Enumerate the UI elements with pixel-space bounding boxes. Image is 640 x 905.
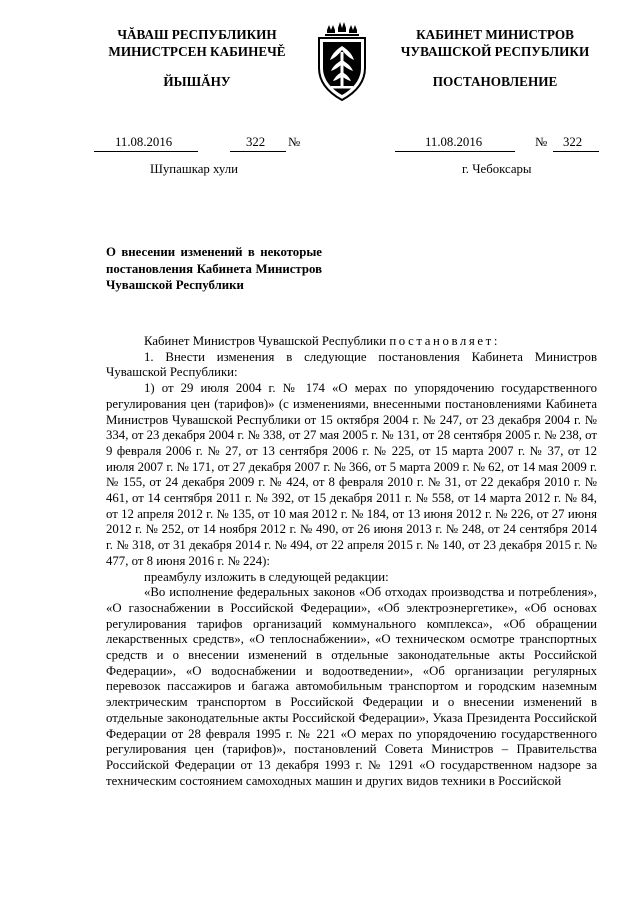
header-right-line1: КАБИНЕТ МИНИСТРОВ [416, 27, 574, 42]
intro-paragraph [106, 334, 597, 350]
header-right-doc-type: ПОСТАНОВЛЕНИЕ [432, 74, 558, 89]
registration-left-date: 11.08.2016 [115, 135, 173, 149]
paragraph-1: 1. Внести изменения в следующие постановления Кабинета Министров Чувашской Республики: [106, 349, 597, 380]
paragraph-3: преамбулу изложить в следующей редакции: [144, 569, 389, 584]
registration-right-number: 322 [563, 135, 583, 149]
intro-prefix: Кабинет Министров Чувашской Республики [144, 334, 390, 348]
header-right [392, 26, 598, 90]
registration-right-no-sign: № [535, 135, 548, 149]
header-left-line2: МИНИСТРСЕН КАБИНЕЧĚ [108, 44, 286, 59]
place-left: Шупашкар хули [150, 162, 238, 176]
document-body [106, 334, 597, 789]
registration-right [395, 135, 599, 152]
header-left [94, 26, 300, 90]
document-title: О внесении изменений в некоторые постановления Кабинета Министров Чувашской Республики [106, 245, 322, 292]
registration-left [94, 135, 308, 152]
registration-right-date: 11.08.2016 [425, 135, 483, 149]
header-left-line1: ЧĂВАШ РЕСПУБЛИКИН [117, 27, 277, 42]
paragraph-4: «Во исполнение федеральных законов «Об отходах производства и потребления», «О газоснабжении в Российской Федерации», «Об электроэнергетике», «Об основах регулирования тарифов организаций коммунального комплекса», «Об обращении лекарственных средств», «О теплоснабжении», «О техническом осмотре транспортных средств и о внесении изменений в отдельные законодательные акты Российской Федерации», «О водоснабжении и водоотведении», «Об организации регулярных перевозок пассажиров и багажа автомобильным транспортом и городским наземным электрическим транспортом в Российской Федерации и о внесении изменений в отдельные законодательные акты Российской Федерации», Указа Президента Российской Федерации от 28 февраля 1995 г. № 221 «О мерах по упорядочению государственного регулирования цен (тарифов)», постановлений Совета Министров – Правительства Российской Федерации от 13 декабря 1993 г. № 1291 «О государственном надзоре за техническим состоянием самоходных машин и других видов техники в Российской [106, 585, 597, 788]
registration-left-number: 322 [246, 135, 266, 149]
place-right: г. Чебоксары [462, 162, 532, 176]
chuvash-coat-of-arms-icon [313, 20, 371, 104]
registration-left-no-sign: № [288, 135, 301, 149]
header-left-doc-type: ЙЫШĂНУ [163, 74, 231, 89]
header-right-line2: ЧУВАШСКОЙ РЕСПУБЛИКИ [400, 44, 590, 59]
paragraph-2: 1) от 29 июля 2004 г. № 174 «О мерах по упорядочению государственного регулирования цен (тарифов)» (с изменениями, внесенными постановлениями Кабинета Министров Чувашской Республики от 15 октября 2004 г. № 247, от 23 декабря 2004 г. № 334, от 23 декабря 2004 г. № 338, от 27 мая 2005 г. № 131, от 28 сентября 2005 г. № 238, от 9 февраля 2006 г. № 27, от 13 сентября 2006 г. № 225, от 15 марта 2007 г. № 37, от 12 июля 2007 г. № 171, от 27 декабря 2007 г. № 366, от 5 марта 2009 г. № 62, от 14 мая 2009 г. № 155, от 24 декабря 2009 г. № 424, от 8 февраля 2010 г. № 31, от 22 декабря 2010 г. № 461, от 14 сентября 2011 г. № 392, от 15 декабря 2011 г. № 558, от 14 марта 2012 г. № 84, от 12 апреля 2012 г. № 135, от 10 мая 2012 г. № 184, от 13 июня 2012 г. № 226, от 27 июня 2012 г. № 252, от 14 ноября 2012 г. № 490, от 26 июня 2013 г. № 248, от 24 сентября 2014 г. № 318, от 31 декабря 2014 г. № 494, от 22 апреля 2015 г. № 140, от 23 декабря 2015 г. № 477, от 8 июня 2016 г. № 224): [106, 381, 597, 568]
intro-verb: постановляет: [389, 334, 501, 348]
